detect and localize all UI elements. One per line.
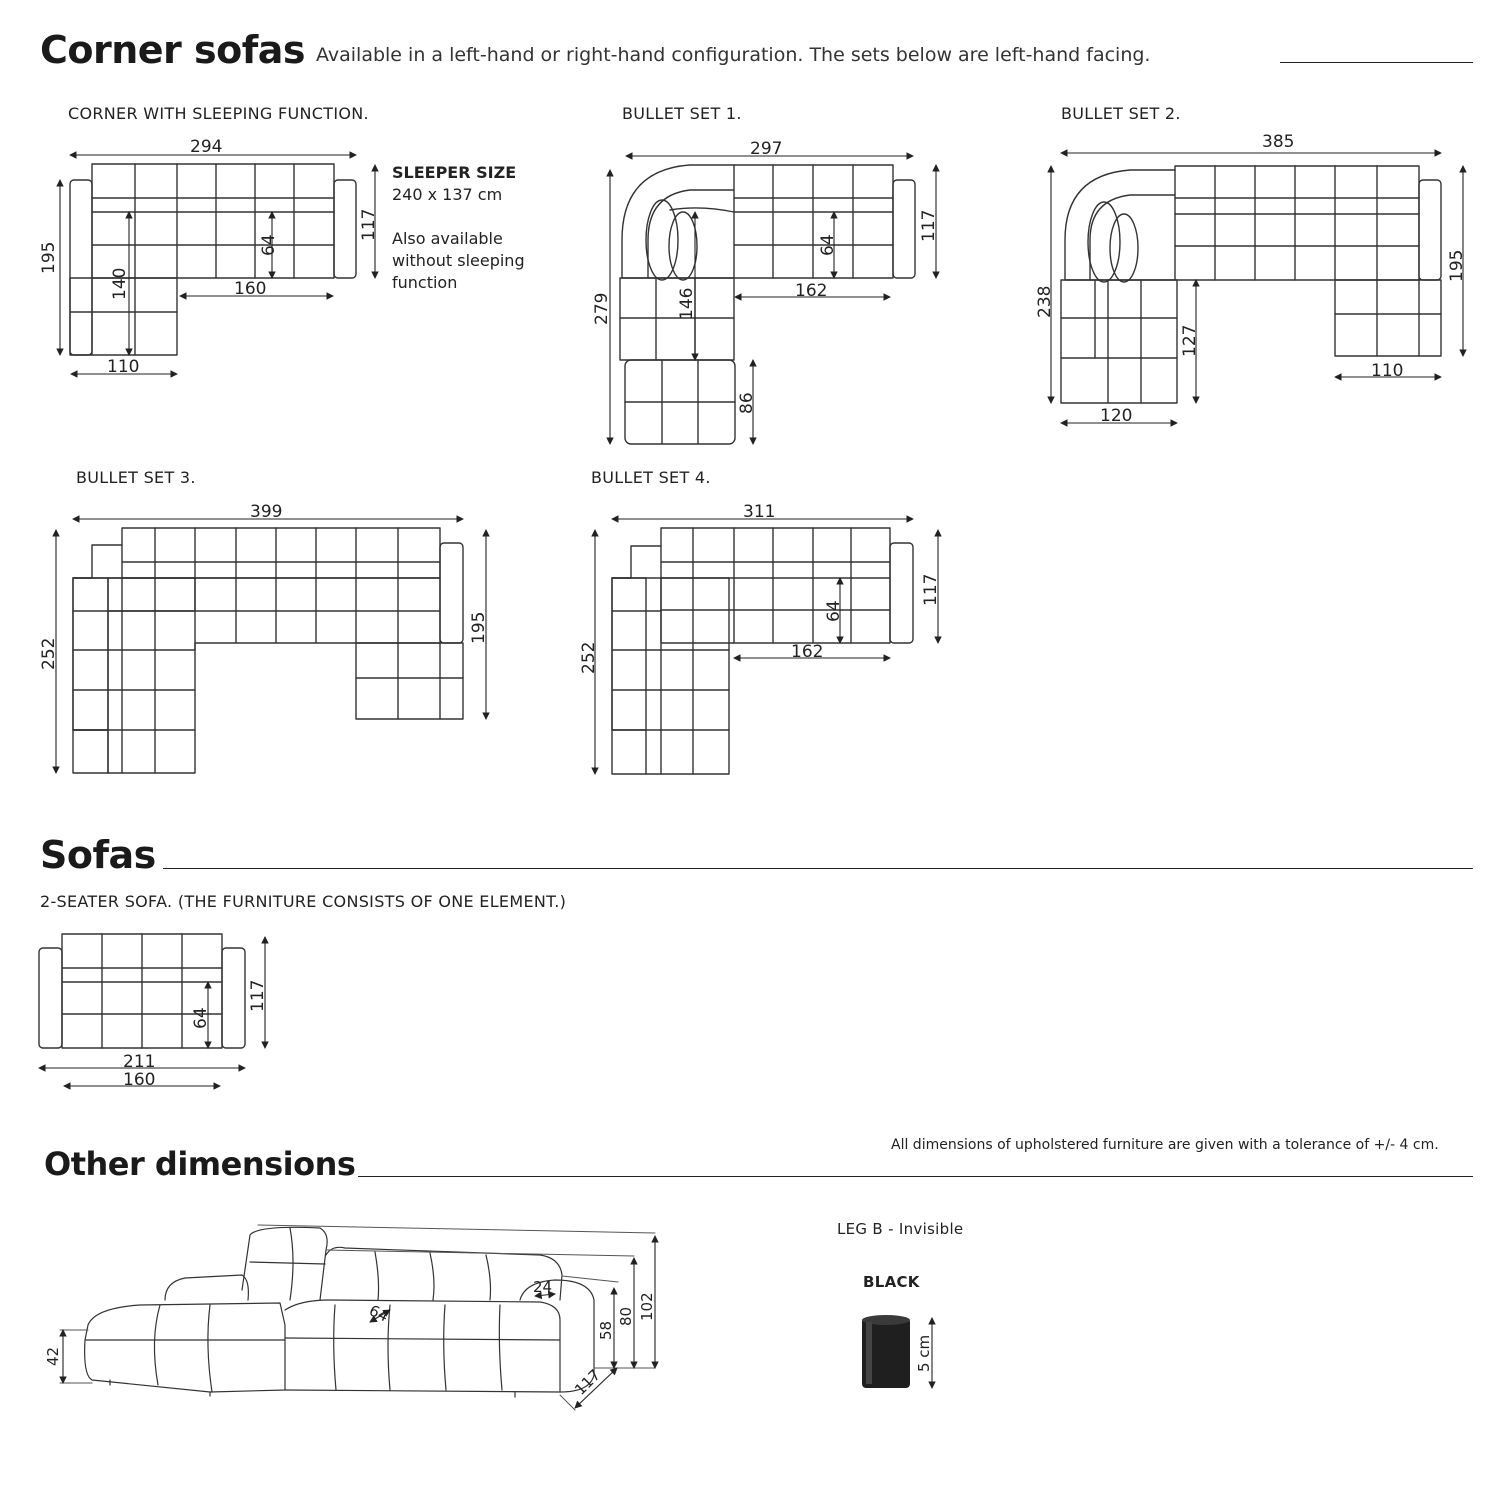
other-dimensions-title: Other dimensions (44, 1145, 356, 1183)
dim-b4-inner: 162 (791, 642, 824, 662)
sleeper-note-2: without sleeping (392, 251, 525, 270)
dim-p-cushion: 24 (533, 1278, 553, 1296)
bullet2-label: BULLET SET 2. (1061, 104, 1181, 123)
leg-b-highlight (866, 1322, 872, 1384)
dim-b3-width: 399 (250, 502, 283, 522)
sleeper-size: 240 x 137 cm (392, 185, 503, 204)
dim-b2-width: 385 (1262, 132, 1295, 152)
sleeper-note-1: Also available (392, 229, 503, 248)
dim-b1-back: 117 (919, 209, 939, 242)
dim-p-arm: 58 (597, 1320, 615, 1340)
dim-b4-back: 117 (921, 573, 941, 606)
bullet1-label: BULLET SET 1. (622, 104, 742, 123)
dim-b2-right-w: 110 (1371, 361, 1404, 381)
dim-p-seat-d: 64 (366, 1301, 392, 1326)
corner-sofas-subtitle: Available in a left-hand or right-hand configuration. The sets below are left-hand facing. (316, 44, 1151, 66)
sleeper-note-3: function (392, 273, 458, 292)
perspective-sketch (60, 1225, 655, 1410)
dim-2s-back: 117 (248, 979, 268, 1012)
dim-p-back-high: 102 (638, 1292, 656, 1321)
leg-b-drawing (862, 1315, 910, 1388)
two-seater-drawing (39, 934, 245, 1048)
dim-leg-height: 5 cm (915, 1334, 933, 1372)
sleeping-label: CORNER WITH SLEEPING FUNCTION. (68, 104, 369, 123)
dimension-labels (39, 132, 1467, 1399)
bullet4-label: BULLET SET 4. (591, 468, 711, 487)
leg-title: LEG B - Invisible (837, 1220, 964, 1238)
dim-b1-width: 297 (750, 139, 783, 159)
sleeper-title: SLEEPER SIZE (392, 163, 517, 182)
dim-sleeping-seat: 64 (259, 234, 279, 256)
bullet4-drawing (612, 528, 913, 774)
dim-sleeping-back: 117 (359, 208, 379, 241)
dim-b1-inner: 162 (795, 281, 828, 301)
dim-2s-inner: 160 (123, 1070, 156, 1090)
dim-p-back-low: 80 (617, 1306, 635, 1326)
bullet1-drawing (620, 165, 915, 444)
dim-b4-width: 311 (743, 502, 776, 522)
two-seater-label: 2-SEATER SOFA. (THE FURNITURE CONSISTS OF ONE ELEMENT.) (40, 892, 567, 911)
dim-sleeping-depth: 195 (39, 241, 59, 274)
leg-color: BLACK (863, 1273, 920, 1291)
dim-b2-left-w: 120 (1100, 406, 1133, 426)
dim-b1-depth: 279 (592, 292, 612, 325)
dim-b4-depth: 252 (579, 641, 599, 674)
dim-b4-seat: 64 (824, 600, 844, 622)
sleeping-corner-drawing (70, 164, 356, 355)
dim-sleeping-width: 294 (190, 137, 223, 157)
dim-b3-right: 195 (469, 611, 489, 644)
dimension-lines (39, 153, 1463, 1408)
dim-sleeping-inner: 160 (234, 279, 267, 299)
bullet3-drawing (73, 528, 463, 773)
dim-b3-depth: 252 (39, 637, 59, 670)
dim-b1-seat: 64 (818, 234, 838, 256)
dim-b2-depth: 238 (1035, 285, 1055, 318)
dim-p-seat-h: 42 (44, 1346, 62, 1366)
dim-b2-right: 195 (1447, 249, 1467, 282)
sofas-title: Sofas (40, 833, 156, 877)
dim-p-depth: 117 (571, 1365, 605, 1399)
dim-b1-ottoman: 86 (737, 392, 757, 414)
dim-b2-inner: 127 (1180, 324, 1200, 357)
dim-sleeping-chaise: 110 (107, 357, 140, 377)
corner-sofas-title: Corner sofas (40, 28, 306, 72)
dim-b1-left: 146 (677, 287, 697, 320)
dim-2s-total: 211 (123, 1052, 156, 1072)
tolerance-note: All dimensions of upholstered furniture are given with a tolerance of +/- 4 cm. (891, 1137, 1439, 1153)
dim-sleeping-seat-depth: 140 (110, 267, 130, 300)
dim-2s-seat: 64 (191, 1007, 211, 1029)
bullet3-label: BULLET SET 3. (76, 468, 196, 487)
